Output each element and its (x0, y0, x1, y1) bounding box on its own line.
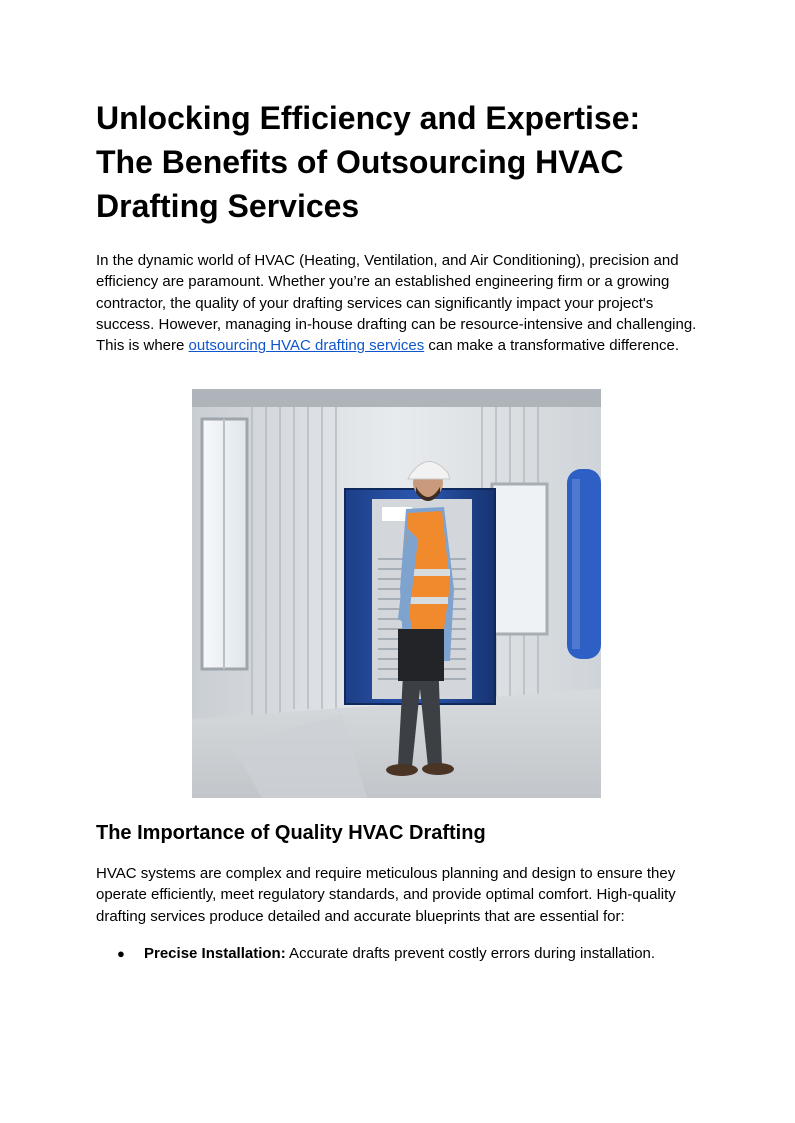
intro-text-after-link: can make a transformative difference. (424, 337, 680, 355)
list-item-bold-label: Precise Installation: (144, 944, 286, 962)
hvac-worker-photo (192, 389, 601, 798)
document-title (96, 96, 700, 228)
list-item (96, 943, 700, 964)
section-paragraph: HVAC systems are complex and require meticulous planning and design to ensure they operate efficiently, meet regulatory standards, and provide optimal comfort. High-quality drafting services produce detailed and accurate blueprints that are essential for: (96, 865, 676, 925)
title-line-1: Unlocking Efficiency and Expertise: (96, 100, 641, 136)
outsourcing-link[interactable]: outsourcing HVAC drafting services (188, 337, 425, 355)
section-heading: The Importance of Quality HVAC Drafting (96, 822, 486, 844)
title-line-3: Drafting Services (96, 188, 360, 224)
intro-text-before-link: In the dynamic world of HVAC (Heating, Ventilation, and Air Conditioning), precision and efficiency are paramount. Whether you’re an established engineering firm or a growing contractor, the quality of your drafting services can significantly impact your project's success. However, managing in-house drafting can be resource-intensive and challenging. This is where (96, 252, 697, 355)
importance-section (96, 819, 700, 964)
document-page (96, 96, 700, 962)
intro-paragraph (96, 250, 700, 356)
list-item-text: Accurate drafts prevent costly errors during installation. (285, 944, 656, 962)
benefits-list (96, 943, 700, 964)
title-line-2: The Benefits of Outsourcing HVAC (96, 144, 624, 180)
photo-illustration (192, 389, 601, 798)
bullet-icon: ● (117, 945, 125, 961)
